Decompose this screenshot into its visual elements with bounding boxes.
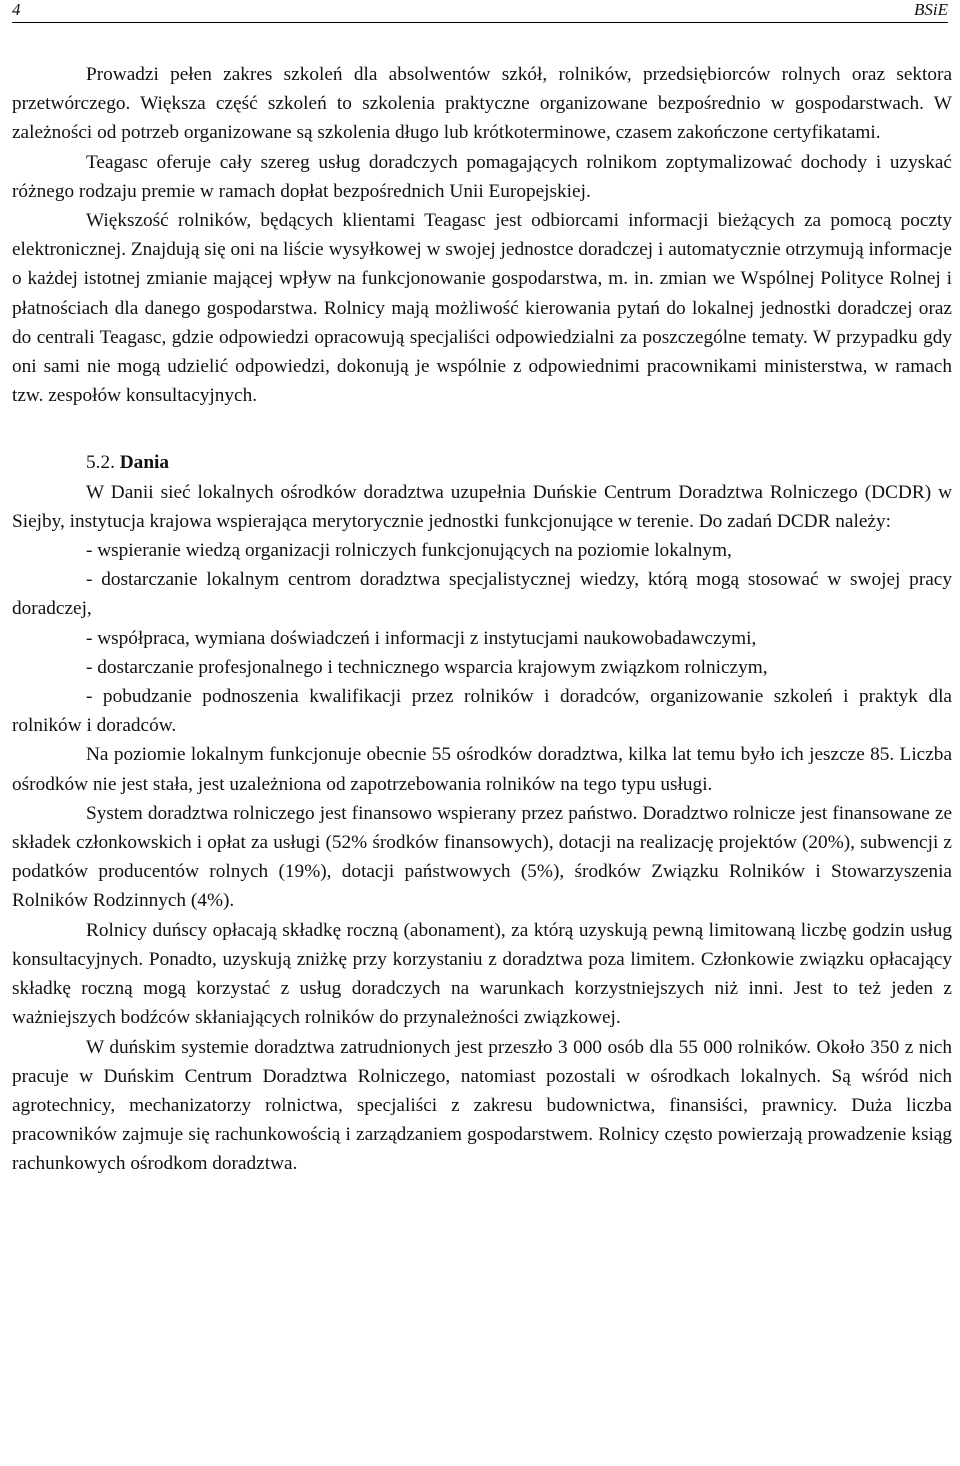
paragraph: Teagasc oferuje cały szereg usług doradczych pomagających rolnikom zoptymalizować dochody i uzyskać różnego rodzaju premie w ramach dopłat bezpośrednich Unii Europejskiej. — [12, 151, 952, 202]
paragraph: System doradztwa rolniczego jest finansowo wspierany przez państwo. Doradztwo rolnicze jest finansowane ze składek członkowskich i opłat za usługi (52% środków finansowych), dotacji na realizację projektów (20%), subwencji z podatków producentów rolnych (19%), dotacji państwowych (5%), środków Związku Rolników i Stowarzyszenia Rolników Rodzinnych (4%). — [12, 802, 952, 912]
paragraph: Większość rolników, będących klientami Teagasc jest odbiorcami informacji bieżących za pomocą poczty elektronicznej. Znajdują się oni na liście wysyłkowej w swojej jednostce doradczej i automatycznie otrzymują informacje o każdej istotnej zmianie mającej wpływ na funkcjonowanie gospodarstwa, m. in. zmian we Wspólnej Polityce Rolnej i płatnościach dla danego gospodarstwa. Rolnicy mają możliwość kierowania pytań do lokalnej jednostki doradczej oraz do centrali Teagasc, gdzie odpowiedzi opracowują specjaliści odpowiedzialni za poszczególne tematy. W przypadku gdy oni sami nie mogą udzielić odpowiedzi, dokonują je wspólnie z odpowiednimi pracownikami ministerstwa, w ramach tzw. zespołów konsultacyjnych. — [12, 210, 952, 407]
list-item: - współpraca, wymiana doświadczeń i informacji z instytucjami naukowobadawczymi, — [86, 627, 757, 649]
page-number: 4 — [12, 0, 21, 19]
list-item: - pobudzanie podnoszenia kwalifikacji przez rolników i doradców, organizowanie szkoleń i praktyk dla rolników i doradców. — [12, 686, 952, 737]
section-number: 5.2. — [86, 452, 115, 474]
list-item: - dostarczanie profesjonalnego i technicznego wsparcia krajowym związkom rolniczym, — [86, 656, 768, 678]
section-heading — [12, 448, 952, 477]
list-item: - dostarczanie lokalnym centrom doradztwa specjalistycznej wiedzy, którą mogą stosować w swojej pracy doradczej, — [12, 569, 952, 620]
paragraph: W duńskim systemie doradztwa zatrudnionych jest przeszło 3 000 osób dla 55 000 rolników. Około 350 z nich pracuje w Duńskim Centrum Doradztwa Rolniczego, natomiast pozostali w ośrodkach lokalnych. Są wśród nich agrotechnicy, mechanizatorzy rolnictwa, specjaliści z zakresu budownictwa, finansiści, prawnicy. Duża liczba pracowników zajmuje się rachunkowością i zarządzaniem gospodarstwem. Rolnicy często powierzają prowadzenie ksiąg rachunkowych ośrodkom doradztwa. — [12, 1036, 952, 1175]
paragraph: W Danii sieć lokalnych ośrodków doradztwa uzupełnia Duńskie Centrum Doradztwa Rolniczego (DCDR) w Siejby, instytucja krajowa wspierająca merytorycznie jednostki funkcjonujące w terenie. Do zadań DCDR należy: — [12, 481, 952, 532]
section-title: Dania — [119, 452, 170, 474]
journal-name: BSiE — [914, 0, 948, 19]
page-header — [12, 0, 948, 23]
document-body — [12, 60, 952, 1179]
list-item: - wspieranie wiedzą organizacji rolniczych funkcjonujących na poziomie lokalnym, — [86, 540, 732, 562]
paragraph: Rolnicy duńscy opłacają składkę roczną (abonament), za którą uzyskują pewną limitowaną liczbę godzin usług konsultacyjnych. Ponadto, uzyskują zniżkę przy korzystaniu z doradztwa poza limitem. Członkowie związku opłacający składkę roczną mogą korzystać z usług doradczych na warunkach korzystniejszych niż inni. Jest to też jeden z ważniejszych bodźców skłaniających rolników do przynależności związkowej. — [12, 919, 952, 1029]
paragraph: Na poziomie lokalnym funkcjonuje obecnie 55 ośrodków doradztwa, kilka lat temu było ich jeszcze 85. Liczba ośrodków nie jest stała, jest uzależniona od zapotrzebowania rolników na tego typu usługi. — [12, 744, 952, 795]
paragraph: Prowadzi pełen zakres szkoleń dla absolwentów szkół, rolników, przedsiębiorców rolnych oraz sektora przetwórczego. Większa część szkoleń to szkolenia praktyczne organizowane bezpośrednio w gospodarstwach. W zależności od potrzeb organizowane są szkolenia długo lub krótkoterminowe, czasem zakończone certyfikatami. — [12, 64, 952, 144]
